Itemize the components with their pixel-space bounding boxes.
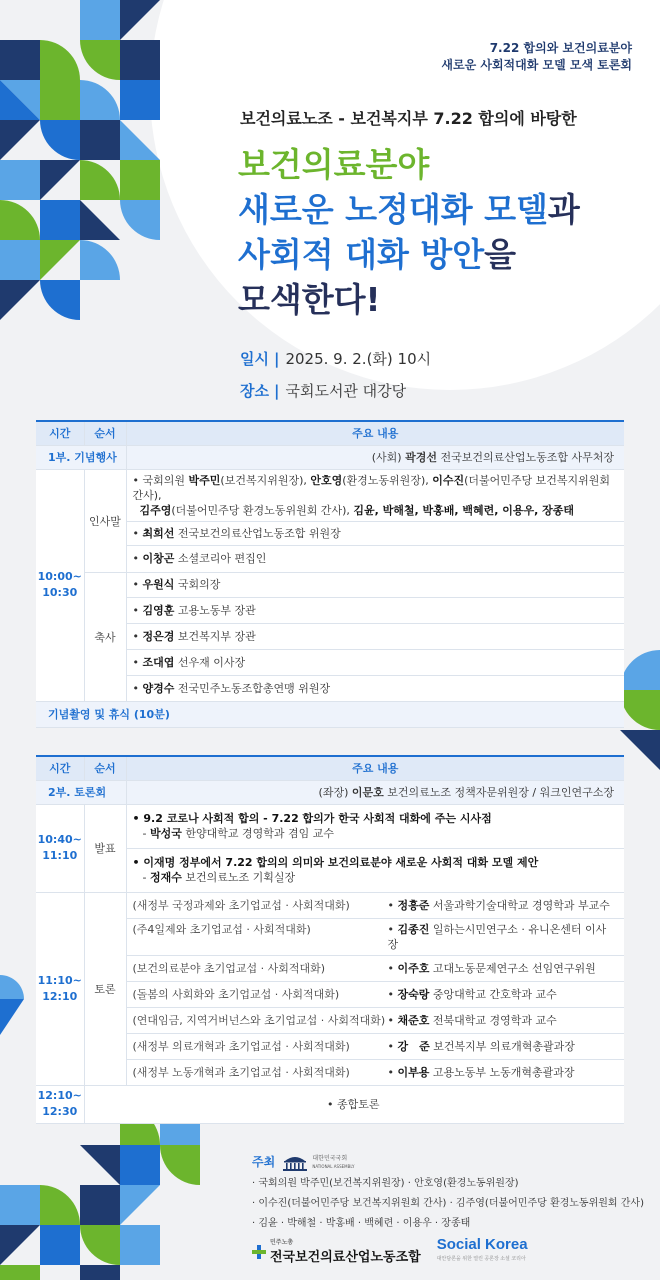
- title-line3-emph: 사회적 대화 방안: [238, 235, 485, 274]
- date-value: 2025. 9. 2.(화) 10시: [285, 350, 432, 368]
- assembly-en: NATIONAL ASSEMBLY: [312, 1164, 355, 1169]
- discussion-item: (새정부 노동개혁과 초기업교섭 · 사회적대화) • 이부용 고용노동부 노동개혁총괄과장: [126, 1059, 624, 1085]
- presentation-item: • 9.2 코로나 사회적 합의 - 7.22 합의가 한국 사회적 대화에 주는 시사점 - 박성국 한양대학교 경영학과 겸임 교수: [126, 804, 624, 848]
- order-presentation: 발표: [84, 804, 126, 892]
- congrats-item: • 조대엽 선우재 이사장: [126, 649, 624, 675]
- congrats-item: • 우원식 국회의장: [126, 572, 624, 597]
- time-value: 10:00~ 10:30: [37, 570, 82, 599]
- date-label: 일시: [240, 350, 269, 368]
- national-assembly-logo: [282, 1155, 354, 1171]
- section-name: 2부. 토론회: [36, 780, 126, 804]
- geometric-decoration-right: [620, 650, 660, 770]
- chair-name: 이문호: [351, 786, 384, 799]
- host-role: (사회): [371, 451, 402, 464]
- break-row: [36, 701, 624, 727]
- break-text: 기념촬영 및 휴식 (10분): [36, 701, 624, 727]
- program-table-part2: [36, 755, 624, 1124]
- assembly-name: 대한민국국회: [312, 1155, 348, 1162]
- table-row: [36, 804, 624, 848]
- col-header-order: 순서: [84, 756, 126, 780]
- time-cell: [36, 892, 84, 1085]
- table-row: [36, 469, 624, 521]
- section-chair: [126, 780, 624, 804]
- event-note-line2: 새로운 사회적대화 모델 모색 토론회: [441, 58, 632, 72]
- section-name: 1부. 기념행사: [36, 445, 126, 469]
- col-header-order: 순서: [84, 421, 126, 445]
- table-row: [36, 572, 624, 597]
- union-small: 민주노총: [270, 1239, 294, 1246]
- general-discussion: • 종합토론: [84, 1085, 624, 1123]
- main-title: [238, 142, 580, 322]
- place-label: 장소: [240, 382, 269, 400]
- social-korea-name: Social Korea: [436, 1236, 528, 1253]
- time-cell: [36, 1085, 84, 1123]
- table-row: [36, 1085, 624, 1123]
- host-line: · 김윤 · 박해철 · 박홍배 · 백혜련 · 이용우 · 장종태: [252, 1218, 471, 1229]
- time-cell: [36, 469, 84, 701]
- time-cell: [36, 804, 84, 892]
- event-note-line1: 7.22 합의와 보건의료분야: [489, 41, 632, 55]
- greeting-lawmakers: • 국회의원 박주민(보건복지위원장), 안호영(환경노동위원장), 이수진(더불어민주당 보건복지위원회 간사), 김주영(더불어민주당 환경노동위원회 간사), 김윤, 박해철, 박홍배, 백혜련, 이용우, 장종태: [126, 469, 624, 521]
- union-name: 전국보건의료산업노동조합: [270, 1250, 421, 1265]
- congrats-item: • 양경수 전국민주노동조합총연맹 위원장: [126, 675, 624, 701]
- event-date: 일시 | 2025. 9. 2.(화) 10시: [240, 350, 432, 368]
- congrats-item: • 김영훈 고용노동부 장관: [126, 597, 624, 623]
- geometric-decoration-top-left: [0, 0, 175, 340]
- subtitle: 보건의료노조 - 보건복지부 7.22 합의에 바탕한: [240, 109, 577, 128]
- title-line2-rest: 과: [547, 190, 580, 229]
- discussion-item: (연대임금, 지역거버넌스와 초기업교섭 · 사회적대화) • 채준호 전북대학교 경영학과 교수: [126, 1007, 624, 1033]
- chair-title: 보건의료노조 정책자문위원장 / 워크인연구소장: [387, 786, 614, 799]
- host-label: 주최: [252, 1155, 276, 1169]
- section-row-part1: [36, 445, 624, 469]
- col-header-time: 시간: [36, 421, 84, 445]
- host-line: · 이수진(더불어민주당 보건복지위원회 간사) · 김주영(더불어민주당 환경노동위원회 간사): [252, 1198, 644, 1209]
- social-korea-logo: [437, 1238, 528, 1266]
- social-korea-sub: 대안담론을 위한 열린 공론장 소셜 코리아: [436, 1256, 526, 1262]
- discussion-item: (돌봄의 사회화와 초기업교섭 · 사회적대화) • 장숙랑 중앙대학교 간호학과 교수: [126, 981, 624, 1007]
- col-header-content: 주요 내용: [126, 756, 624, 780]
- host-section: [252, 1152, 644, 1234]
- congrats-item: • 정은경 보건복지부 장관: [126, 623, 624, 649]
- logo-row: [252, 1238, 528, 1266]
- title-line1: 보건의료분야: [238, 145, 430, 184]
- place-value: 국회도서관 대강당: [285, 382, 407, 400]
- title-line4: 모색한다!: [238, 280, 381, 319]
- discussion-item: (보건의료분야 초기업교섭 · 사회적대화) • 이주호 고대노동문제연구소 선임연구위원: [126, 955, 624, 981]
- host-header: [252, 1152, 644, 1174]
- host-name: 곽경선: [405, 451, 437, 464]
- time-value: 10:40~ 11:10: [37, 833, 82, 862]
- union-logo: [270, 1239, 421, 1265]
- event-place: 장소 | 국회도서관 대강당: [240, 382, 407, 400]
- host-line: · 국회의원 박주민(보건복지위원장) · 안호영(환경노동위원장): [252, 1178, 519, 1189]
- event-note: [441, 40, 632, 74]
- discussion-item: (주4일제와 초기업교섭 · 사회적대화) • 김종진 일하는시민연구소 · 유니온센터 이사장: [126, 918, 624, 955]
- order-discussion: 토론: [84, 892, 126, 1085]
- table-row: [36, 892, 624, 918]
- program-table-part1: [36, 420, 624, 728]
- title-line3-rest: 을: [484, 235, 517, 274]
- union-logo-icon: [252, 1245, 266, 1259]
- national-assembly-icon: [282, 1155, 308, 1171]
- col-header-time: 시간: [36, 756, 84, 780]
- title-line2: [238, 187, 580, 232]
- host-title: 전국보건의료산업노동조합 사무처장: [440, 451, 614, 464]
- order-congrats: 축사: [84, 572, 126, 701]
- col-header-content: 주요 내용: [126, 421, 624, 445]
- time-value: 12:10~ 12:30: [37, 1089, 82, 1118]
- geometric-decoration-left-mid: [0, 975, 24, 1045]
- greeting-item: • 이창곤 소셜코리아 편집인: [126, 545, 624, 572]
- time-value: 11:10~ 12:10: [37, 973, 82, 1003]
- section-host: [126, 445, 624, 469]
- title-line3: [238, 232, 580, 277]
- chair-role: (좌장): [318, 786, 349, 799]
- order-greeting: 인사말: [84, 469, 126, 572]
- title-line2-emph: 새로운 노정대화 모델: [238, 190, 548, 229]
- geometric-decoration-bottom-left: [0, 1105, 200, 1280]
- presentation-item: • 이재명 정부에서 7.22 합의의 의미와 보건의료분야 새로운 사회적 대화 모델 제안 - 정재수 보건의료노조 기획실장: [126, 848, 624, 892]
- discussion-item: (새정부 의료개혁과 초기업교섭 · 사회적대화) • 강 준 보건복지부 의료개혁총괄과장: [126, 1033, 624, 1059]
- discussion-item: (새정부 국정과제와 초기업교섭 · 사회적대화) • 정흥준 서울과학기술대학교 경영학과 부교수: [126, 892, 624, 918]
- section-row-part2: [36, 780, 624, 804]
- greeting-item: • 최희선 전국보건의료산업노동조합 위원장: [126, 521, 624, 545]
